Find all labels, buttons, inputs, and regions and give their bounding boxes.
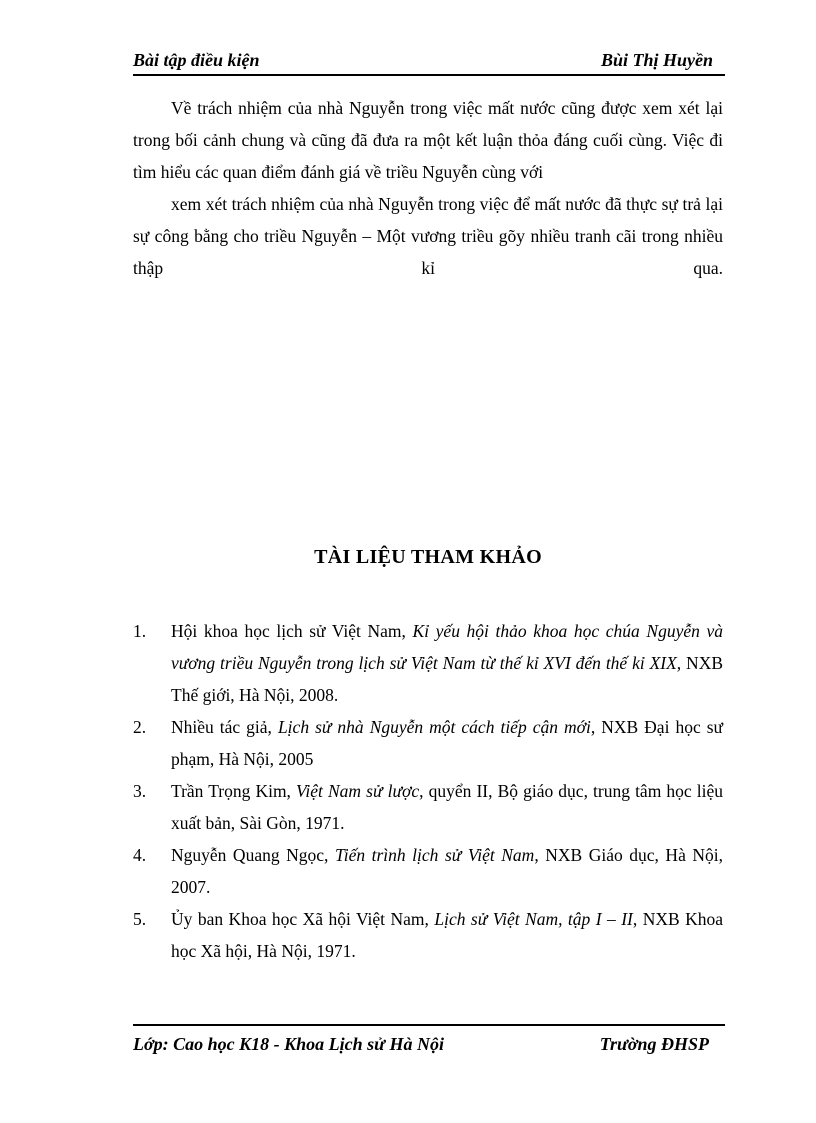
reference-title: Việt Nam sử lược <box>296 781 420 801</box>
reference-item <box>133 615 723 711</box>
reference-author: Trần Trọng Kim, <box>171 781 297 801</box>
reference-title: Lịch sử nhà Nguyễn một cách tiếp cận mới <box>277 717 591 737</box>
reference-item <box>133 775 723 839</box>
reference-details: , NXB Giáo dục, Hà Nội, 2007. <box>171 845 723 897</box>
references-title: TÀI LIỆU THAM KHẢO <box>314 546 542 568</box>
header-author: Bùi Thị Huyền <box>600 50 713 70</box>
reference-number: 5. <box>133 909 147 929</box>
page-footer <box>133 1024 725 1054</box>
footer-class: Lớp: Cao học K18 - Khoa Lịch sử Hà Nội <box>133 1034 444 1054</box>
reference-author: Hội khoa học lịch sử Việt Nam, <box>171 621 413 641</box>
reference-number: 1. <box>133 621 147 641</box>
reference-author: Ủy ban Khoa học Xã hội Việt Nam, <box>171 909 435 929</box>
reference-author: Nguyễn Quang Ngọc, <box>171 845 335 865</box>
reference-number: 4. <box>133 845 147 865</box>
reference-details: , quyển II, Bộ giáo dục, trung tâm học liệu xuất bản, Sài Gòn, 1971. <box>171 781 724 833</box>
body-paragraph-1: Về trách nhiệm của nhà Nguyễn trong việc mất nước cũng được xem xét lại trong bối cảnh chung và cũng đã đưa ra một kết luận thỏa đáng cuối cùng. Việc đi tìm hiểu các quan điểm đánh giá về triều Nguyễn cùng với <box>133 98 723 182</box>
reference-author: Nhiều tác giả, <box>171 717 278 737</box>
footer-school: Trường ĐHSP <box>599 1034 709 1054</box>
body-text <box>133 92 723 284</box>
reference-number: 2. <box>133 717 147 737</box>
references-list <box>133 615 723 967</box>
reference-details: , NXB Đại học sư phạm, Hà Nội, 2005 <box>171 717 724 769</box>
reference-number: 3. <box>133 781 147 801</box>
reference-title: Kỉ yếu hội thảo khoa học chúa Nguyễn và vương triều Nguyễn trong lịch sử Việt Nam từ thế kỉ XVI đến thế kỉ XIX, <box>171 621 723 673</box>
reference-details: NXB Thế giới, Hà Nội, 2008. <box>171 653 724 705</box>
body-paragraph-2: xem xét trách nhiệm của nhà Nguyễn trong việc để mất nước đã thực sự trả lại sự công bằng cho triều Nguyễn – Một vương triều gõy nhiều tranh cãi trong nhiều thập kỉ qua. <box>133 194 723 278</box>
page-header <box>133 48 725 76</box>
reference-item <box>133 839 723 903</box>
reference-title: Lịch sử Việt Nam, tập I – II <box>434 909 633 929</box>
reference-item <box>133 711 723 775</box>
reference-title: Tiến trình lịch sử Việt Nam <box>334 845 535 865</box>
reference-details: , NXB Khoa học Xã hội, Hà Nội, 1971. <box>171 909 724 961</box>
reference-item <box>133 903 723 967</box>
header-title: Bài tập điều kiện <box>133 50 260 70</box>
